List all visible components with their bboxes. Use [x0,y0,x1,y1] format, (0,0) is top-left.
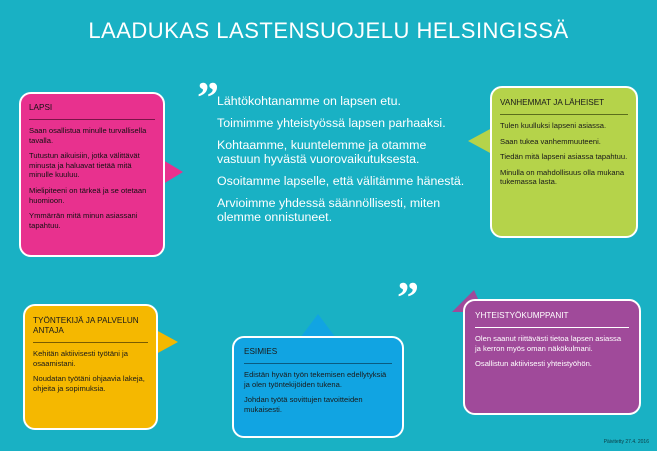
center-statement: Arvioimme yhdessä säännöllisesti, miten olemme onnistuneet. [217,196,441,224]
lapsi-bubble [19,92,165,257]
divider [475,327,629,328]
tyontekija-bubble [23,304,158,430]
bubble-title: LAPSI [29,103,53,112]
bubble-item: Mielipiteeni on tärkeä ja se otetaan huomioon. [29,185,147,205]
bubble-item: Edistän hyvän työn tekemisen edellytyksiä ja olen työntekijöiden tukena. [244,370,387,389]
bubble-item: Ymmärrän mitä minun asiassani tapahtuu. [29,211,138,230]
center-statement: Lähtökohtanamme on lapsen etu. [217,94,401,108]
bubble-item: Saan tukea vanhemmuuteeni. [500,136,601,146]
divider [500,114,628,115]
bubble-item: Tiedän mitä lapseni asiassa tapahtuu. [500,152,628,162]
page-title: LAADUKAS LASTENSUOJELU HELSINGISSÄ [88,18,569,43]
tyontekija-bubble-tail [156,330,178,354]
center-statements [217,94,472,232]
bubble-item: Johdan työtä sovittujen tavoitteiden mukaisesti. [244,395,363,414]
bubble-item: Minulla on mahdollisuus olla mukana tukemassa lasta. [500,167,625,187]
bubble-item: Olen saanut riittävästi tietoa lapsen asiassa ja kerron myös oman näkökulmani. [475,334,622,353]
bubble-item: Tulen kuulluksi lapseni asiassa. [500,121,607,130]
center-statement: Kohtaamme, kuuntelemme ja otamme vastuun hyvästä vuorovaikutuksesta. [217,138,427,166]
center-statement: Toimimme yhteistyössä lapsen parhaaksi. [217,116,446,130]
bubble-item: Noudatan työtäni ohjaavia lakeja, ohjeita ja sopimuksia. [33,374,145,393]
divider [244,363,392,364]
center-statement: Osoitamme lapselle, että välitämme hänestä. [217,174,465,188]
bubble-item: Saan osallistua minulle turvallisella tavalla. [29,126,147,145]
bubble-item: Osallistun aktiivisesti yhteistyöhön. [475,359,592,369]
yhteistyo-bubble [463,299,641,415]
divider [33,342,148,343]
lapsi-bubble-tail [163,160,183,184]
vanhemmat-bubble-tail [468,128,492,154]
esimies-bubble [232,336,404,438]
bubble-item: Kehitän aktiivisesti työtäni ja osaamistani. [33,349,128,368]
esimies-bubble-tail [300,314,336,338]
updated-date: Päivitetty 27.4. 2016 [603,439,649,445]
bubble-title: YHTEISTYÖKUMPPANIT [475,311,569,320]
close-quote-icon: ” [397,273,419,322]
vanhemmat-bubble [490,86,638,238]
divider [29,119,155,120]
bubble-item: Tutustun aikuisiin, jotka välittävät minusta ja haluavat tietää mitä minulle kuuluu. [29,151,140,180]
open-quote-icon: ” [197,73,219,122]
bubble-title: TYÖNTEKIJÄ JA PALVELUN ANTAJA [33,316,139,335]
bubble-title: ESIMIES [244,347,278,356]
bubble-title: VANHEMMAT JA LÄHEISET [500,98,605,107]
